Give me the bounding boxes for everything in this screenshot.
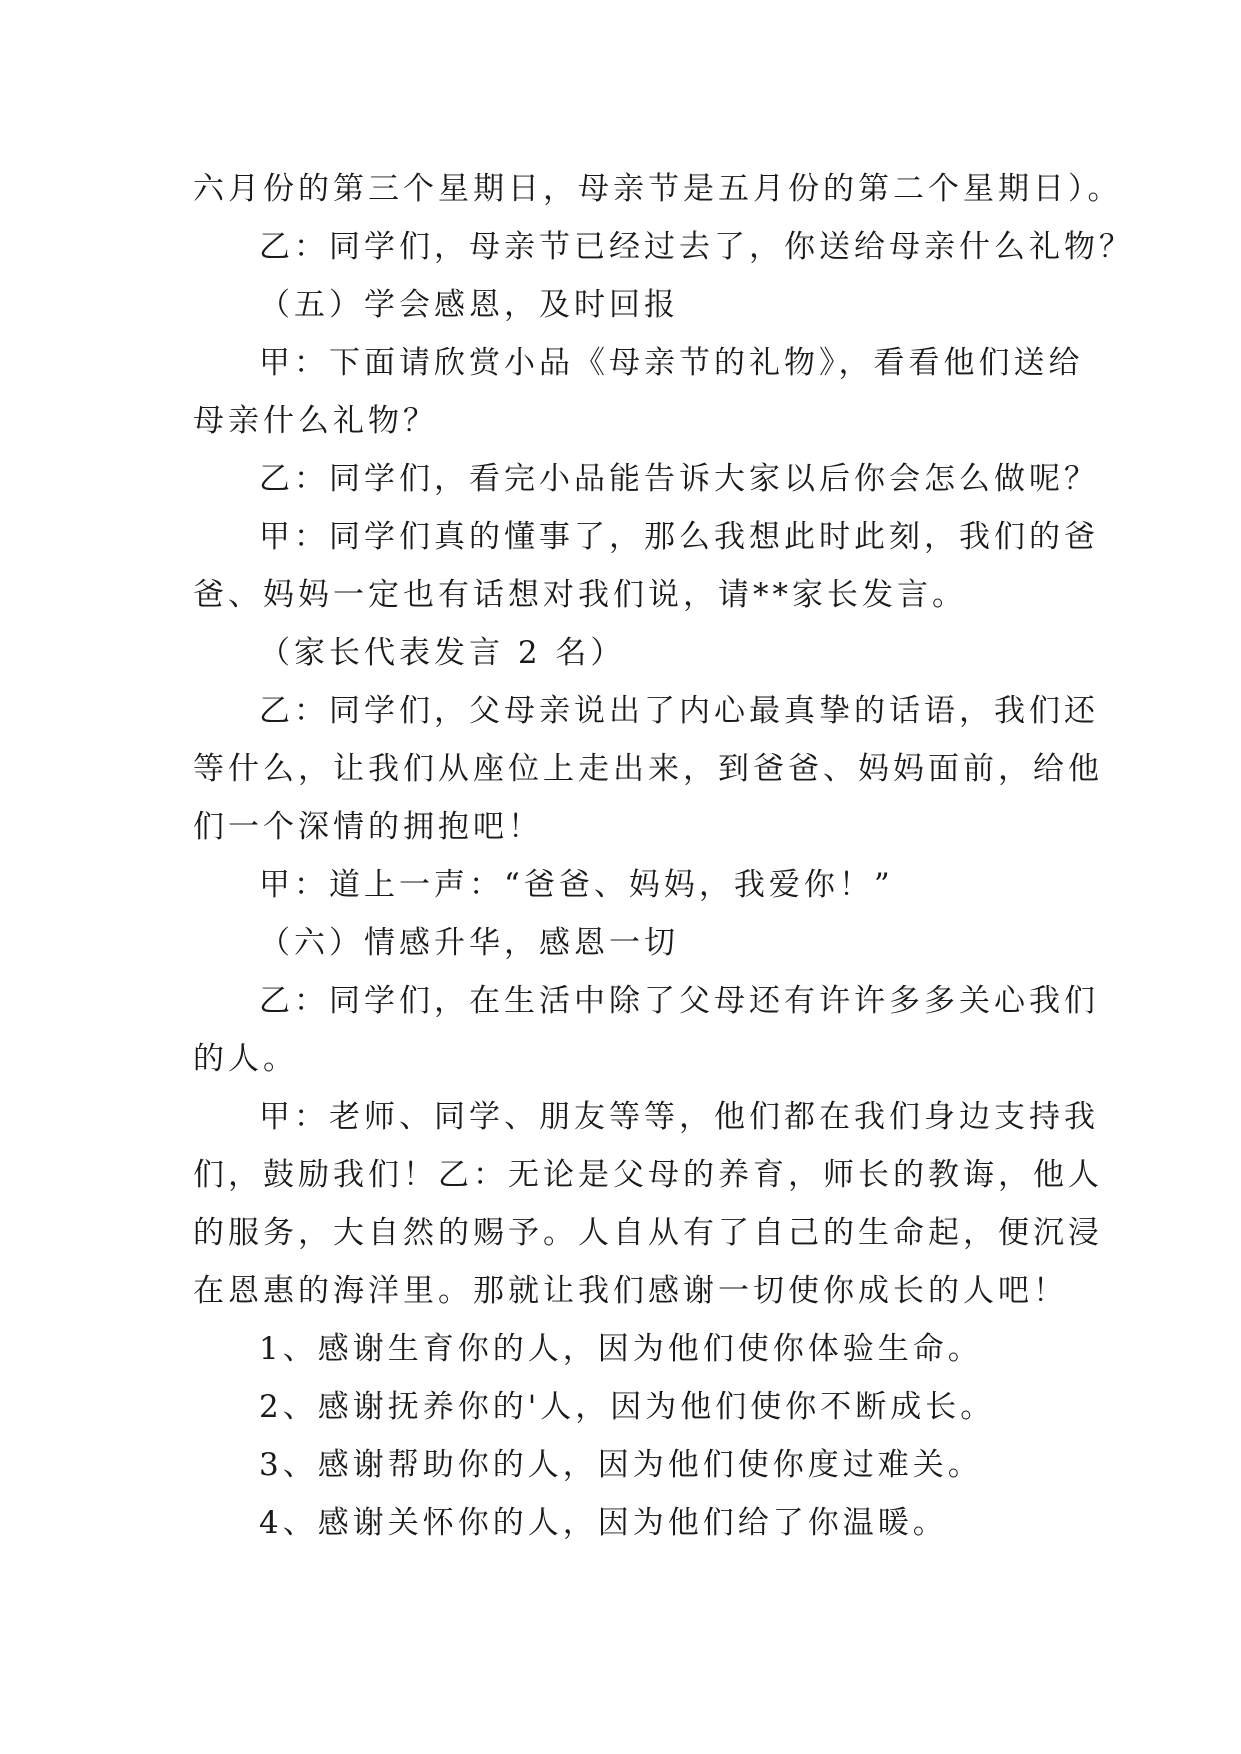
text-line: （家长代表发言 2 名） [259,635,626,671]
text-line: 六月份的第三个星期日，母亲节是五月份的第二个星期日）。 [193,171,1123,207]
text-line: 甲：老师、同学、朋友等等，他们都在我们身边支持我 [259,1099,1099,1135]
text-line: 乙：同学们，看完小品能告诉大家以后你会怎么做呢？ [259,461,1099,497]
text-line: 在恩惠的海洋里。那就让我们感谢一切使你成长的人吧！ [193,1273,1068,1309]
text-line: 的人。 [193,1041,298,1077]
text-line: 甲：下面请欣赏小品《母亲节的礼物》，看看他们送给 [259,345,1084,381]
text-line: 们一个深情的拥抱吧！ [193,809,543,845]
list-item: 2、感谢抚养你的'人，因为他们使你不断成长。 [259,1389,996,1425]
document-body [193,160,1134,1552]
text-line: 乙：同学们，在生活中除了父母还有许许多多关心我们 [259,983,1099,1019]
section-heading: （五）学会感恩，及时回报 [259,287,679,323]
text-line: 等什么，让我们从座位上走出来，到爸爸、妈妈面前，给他 [193,751,1103,787]
text-line: 乙：同学们，母亲节已经过去了，你送给母亲什么礼物？ [259,229,1134,265]
list-item: 3、感谢帮助你的人，因为他们使你度过难关。 [259,1447,983,1483]
text-line: 甲：道上一声：“爸爸、妈妈，我爱你！” [259,867,894,903]
text-line: 爸、妈妈一定也有话想对我们说，请**家长发言。 [193,577,967,613]
text-line: 甲：同学们真的懂事了，那么我想此时此刻，我们的爸 [259,519,1099,555]
list-item: 1、感谢生育你的人，因为他们使你体验生命。 [259,1331,983,1367]
section-heading: （六）情感升华，感恩一切 [259,925,679,961]
text-line: 们，鼓励我们！乙：无论是父母的养育，师长的教诲，他人 [193,1157,1103,1193]
text-line: 母亲什么礼物？ [193,403,438,439]
text-line: 乙：同学们，父母亲说出了内心最真挚的话语，我们还 [259,693,1099,729]
text-line: 的服务，大自然的赐予。人自从有了自己的生命起，便沉浸 [193,1215,1103,1251]
list-item: 4、感谢关怀你的人，因为他们给了你温暖。 [259,1505,948,1541]
